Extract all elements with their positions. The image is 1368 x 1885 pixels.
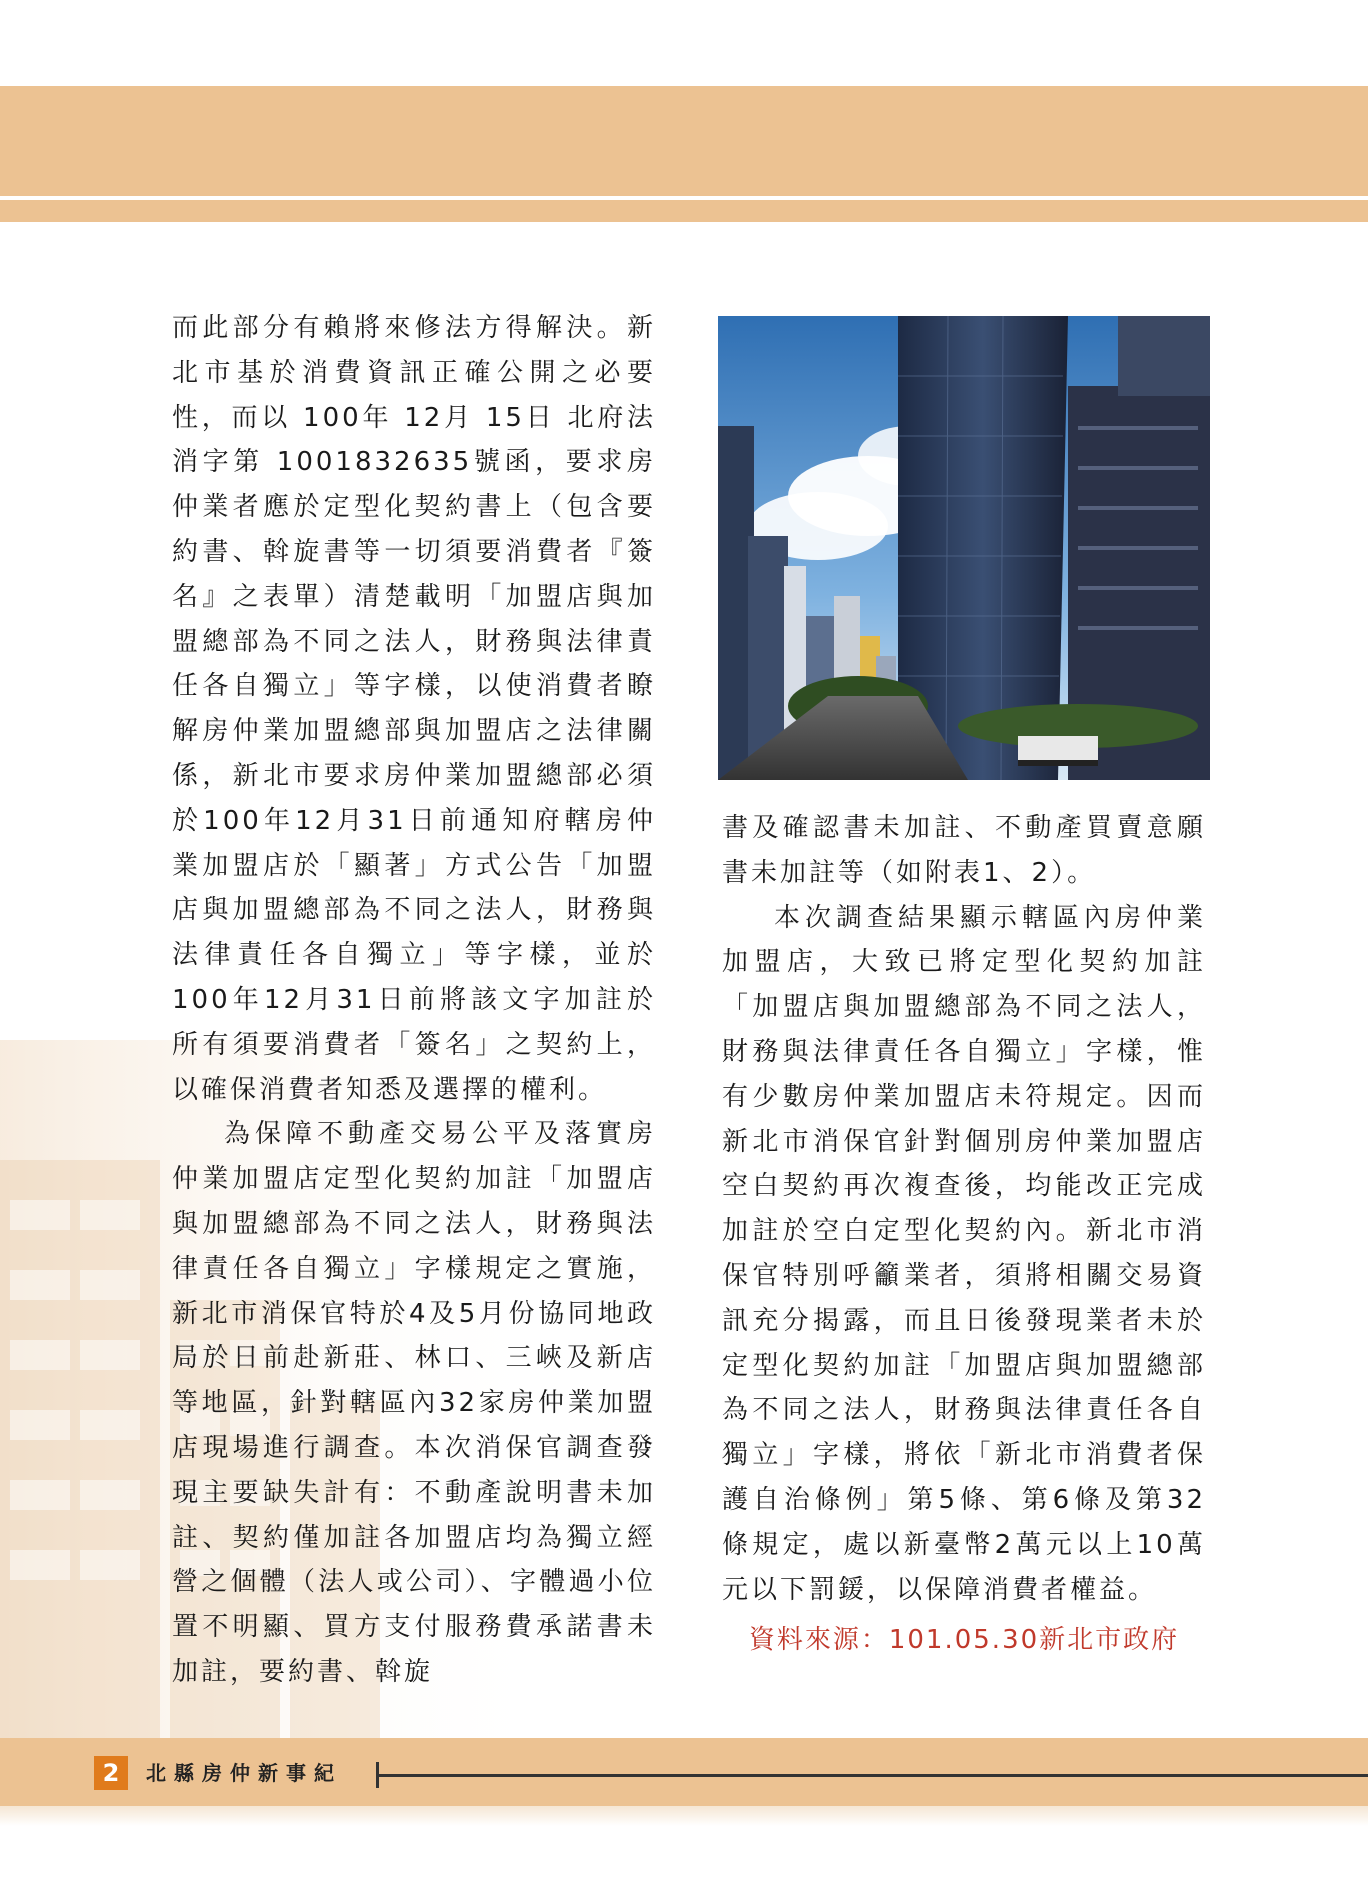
city-skyscrapers-photo: [718, 316, 1210, 780]
page-number: 2: [94, 1756, 128, 1790]
footer-rule: [376, 1774, 1368, 1777]
article-right-column: [722, 806, 1206, 1663]
header-band: [0, 86, 1368, 196]
article-paragraph: 書及確認書未加註、不動產買賣意願書未加註等（如附表1、2）。: [722, 813, 1206, 888]
source-credit: 資料來源：101.05.30新北市政府: [748, 1625, 1180, 1656]
footer-fade: [0, 1806, 1368, 1826]
article-left-column: [172, 306, 656, 1695]
magazine-title: 北縣房仲新事紀: [146, 1761, 342, 1785]
article-paragraph: 而此部分有賴將來修法方得解決。新北市基於消費資訊正確公開之必要性，而以 100年 12月 15日 北府法消字第 1001832635號函，要求房仲業者應於定型化契約書上（包含要約書、斡旋書等一切須要消費者『簽名』之表單）清楚載明「加盟店與加盟總部為不同之法人，財務與法律責任各自獨立」等字樣，以使消費者瞭解房仲業加盟總部與加盟店之法律關係，新北市要求房仲業加盟總部必須於100年12月31日前通知府轄房仲業加盟店於「顯著」方式公告「加盟店與加盟總部為不同之法人，財務與法律責任各自獨立」等字樣，並於100年12月31日前將該文字加註於所有須要消費者「簽名」之契約上，以確保消費者知悉及選擇的權利。: [172, 313, 656, 1105]
article-paragraph: 為保障不動產交易公平及落實房仲業加盟店定型化契約加註「加盟店與加盟總部為不同之法人，財務與法律責任各自獨立」字樣規定之實施，新北市消保官特於4及5月份協同地政局於日前赴新莊、林口、三峽及新店等地區，針對轄區內32家房仲業加盟店現場進行調查。本次消保官調查發現主要缺失計有：不動產說明書未加註、契約僅加註各加盟店均為獨立經營之個體（法人或公司）、字體過小位置不明顯、買方支付服務費承諾書未加註，要約書、斡旋: [172, 1119, 656, 1687]
article-paragraph: 本次調查結果顯示轄區內房仲業加盟店，大致已將定型化契約加註「加盟店與加盟總部為不同之法人，財務與法律責任各自獨立」字樣，惟有少數房仲業加盟店未符規定。因而新北市消保官針對個別房仲業加盟店空白契約再次複查後，均能改正完成加註於空白定型化契約內。新北市消保官特別呼籲業者，須將相關交易資訊充分揭露，而且日後發現業者未於定型化契約加註「加盟店與加盟總部為不同之法人，財務與法律責任各自獨立」字樣，將依「新北市消費者保護自治條例」第5條、第6條及第32條規定，處以新臺幣2萬元以上10萬元以下罰鍰，以保障消費者權益。: [722, 902, 1206, 1605]
header-band-lower: [0, 200, 1368, 222]
